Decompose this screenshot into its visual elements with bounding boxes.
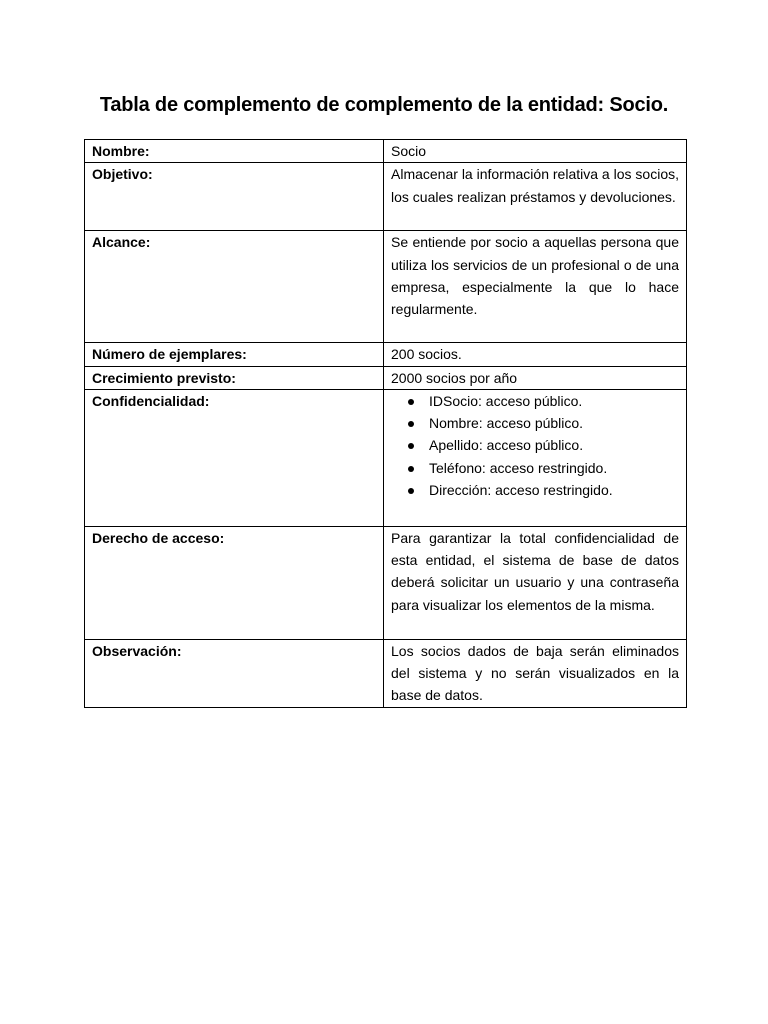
entity-table [84,139,687,708]
table-row [85,526,687,639]
row-value-observacion: Los socios dados de baja serán eliminados del sistema y no serán visualizados en la base de datos. [384,639,687,707]
row-value-alcance: Se entiende por socio a aquellas persona que utiliza los servicios de un profesional o de una empresa, especialmente la que lo hace regularmente. [384,231,687,343]
row-value-objetivo: Almacenar la información relativa a los socios, los cuales realizan préstamos y devoluciones. [384,163,687,231]
row-label-ejemplares: Número de ejemplares: [85,343,384,366]
row-label-observacion: Observación: [85,639,384,707]
table-row [85,639,687,707]
row-label-confidencialidad: Confidencialidad: [85,389,384,526]
list-item: Dirección: acceso restringido. [429,479,679,501]
table-row [85,343,687,366]
row-label-crecimiento: Crecimiento previsto: [85,366,384,389]
table-row [85,140,687,163]
table-row [85,389,687,526]
row-label-nombre: Nombre: [85,140,384,163]
confidentiality-list [391,390,679,501]
row-label-objetivo: Objetivo: [85,163,384,231]
row-label-derecho: Derecho de acceso: [85,526,384,639]
list-item: Teléfono: acceso restringido. [429,457,679,479]
row-value-confidencialidad [384,389,687,526]
list-item: Nombre: acceso público. [429,412,679,434]
table-row [85,231,687,343]
list-item: IDSocio: acceso público. [429,390,679,412]
row-value-nombre: Socio [384,140,687,163]
row-value-derecho: Para garantizar la total confidencialidad de esta entidad, el sistema de base de datos deberá solicitar un usuario y una contraseña para visualizar los elementos de la misma. [384,526,687,639]
document-title: Tabla de complemento de complemento de la entidad: Socio. [99,94,669,116]
row-value-crecimiento: 2000 socios por año [384,366,687,389]
row-label-alcance: Alcance: [85,231,384,343]
table-row [85,366,687,389]
table-row [85,163,687,231]
row-value-ejemplares: 200 socios. [384,343,687,366]
list-item: Apellido: acceso público. [429,434,679,456]
